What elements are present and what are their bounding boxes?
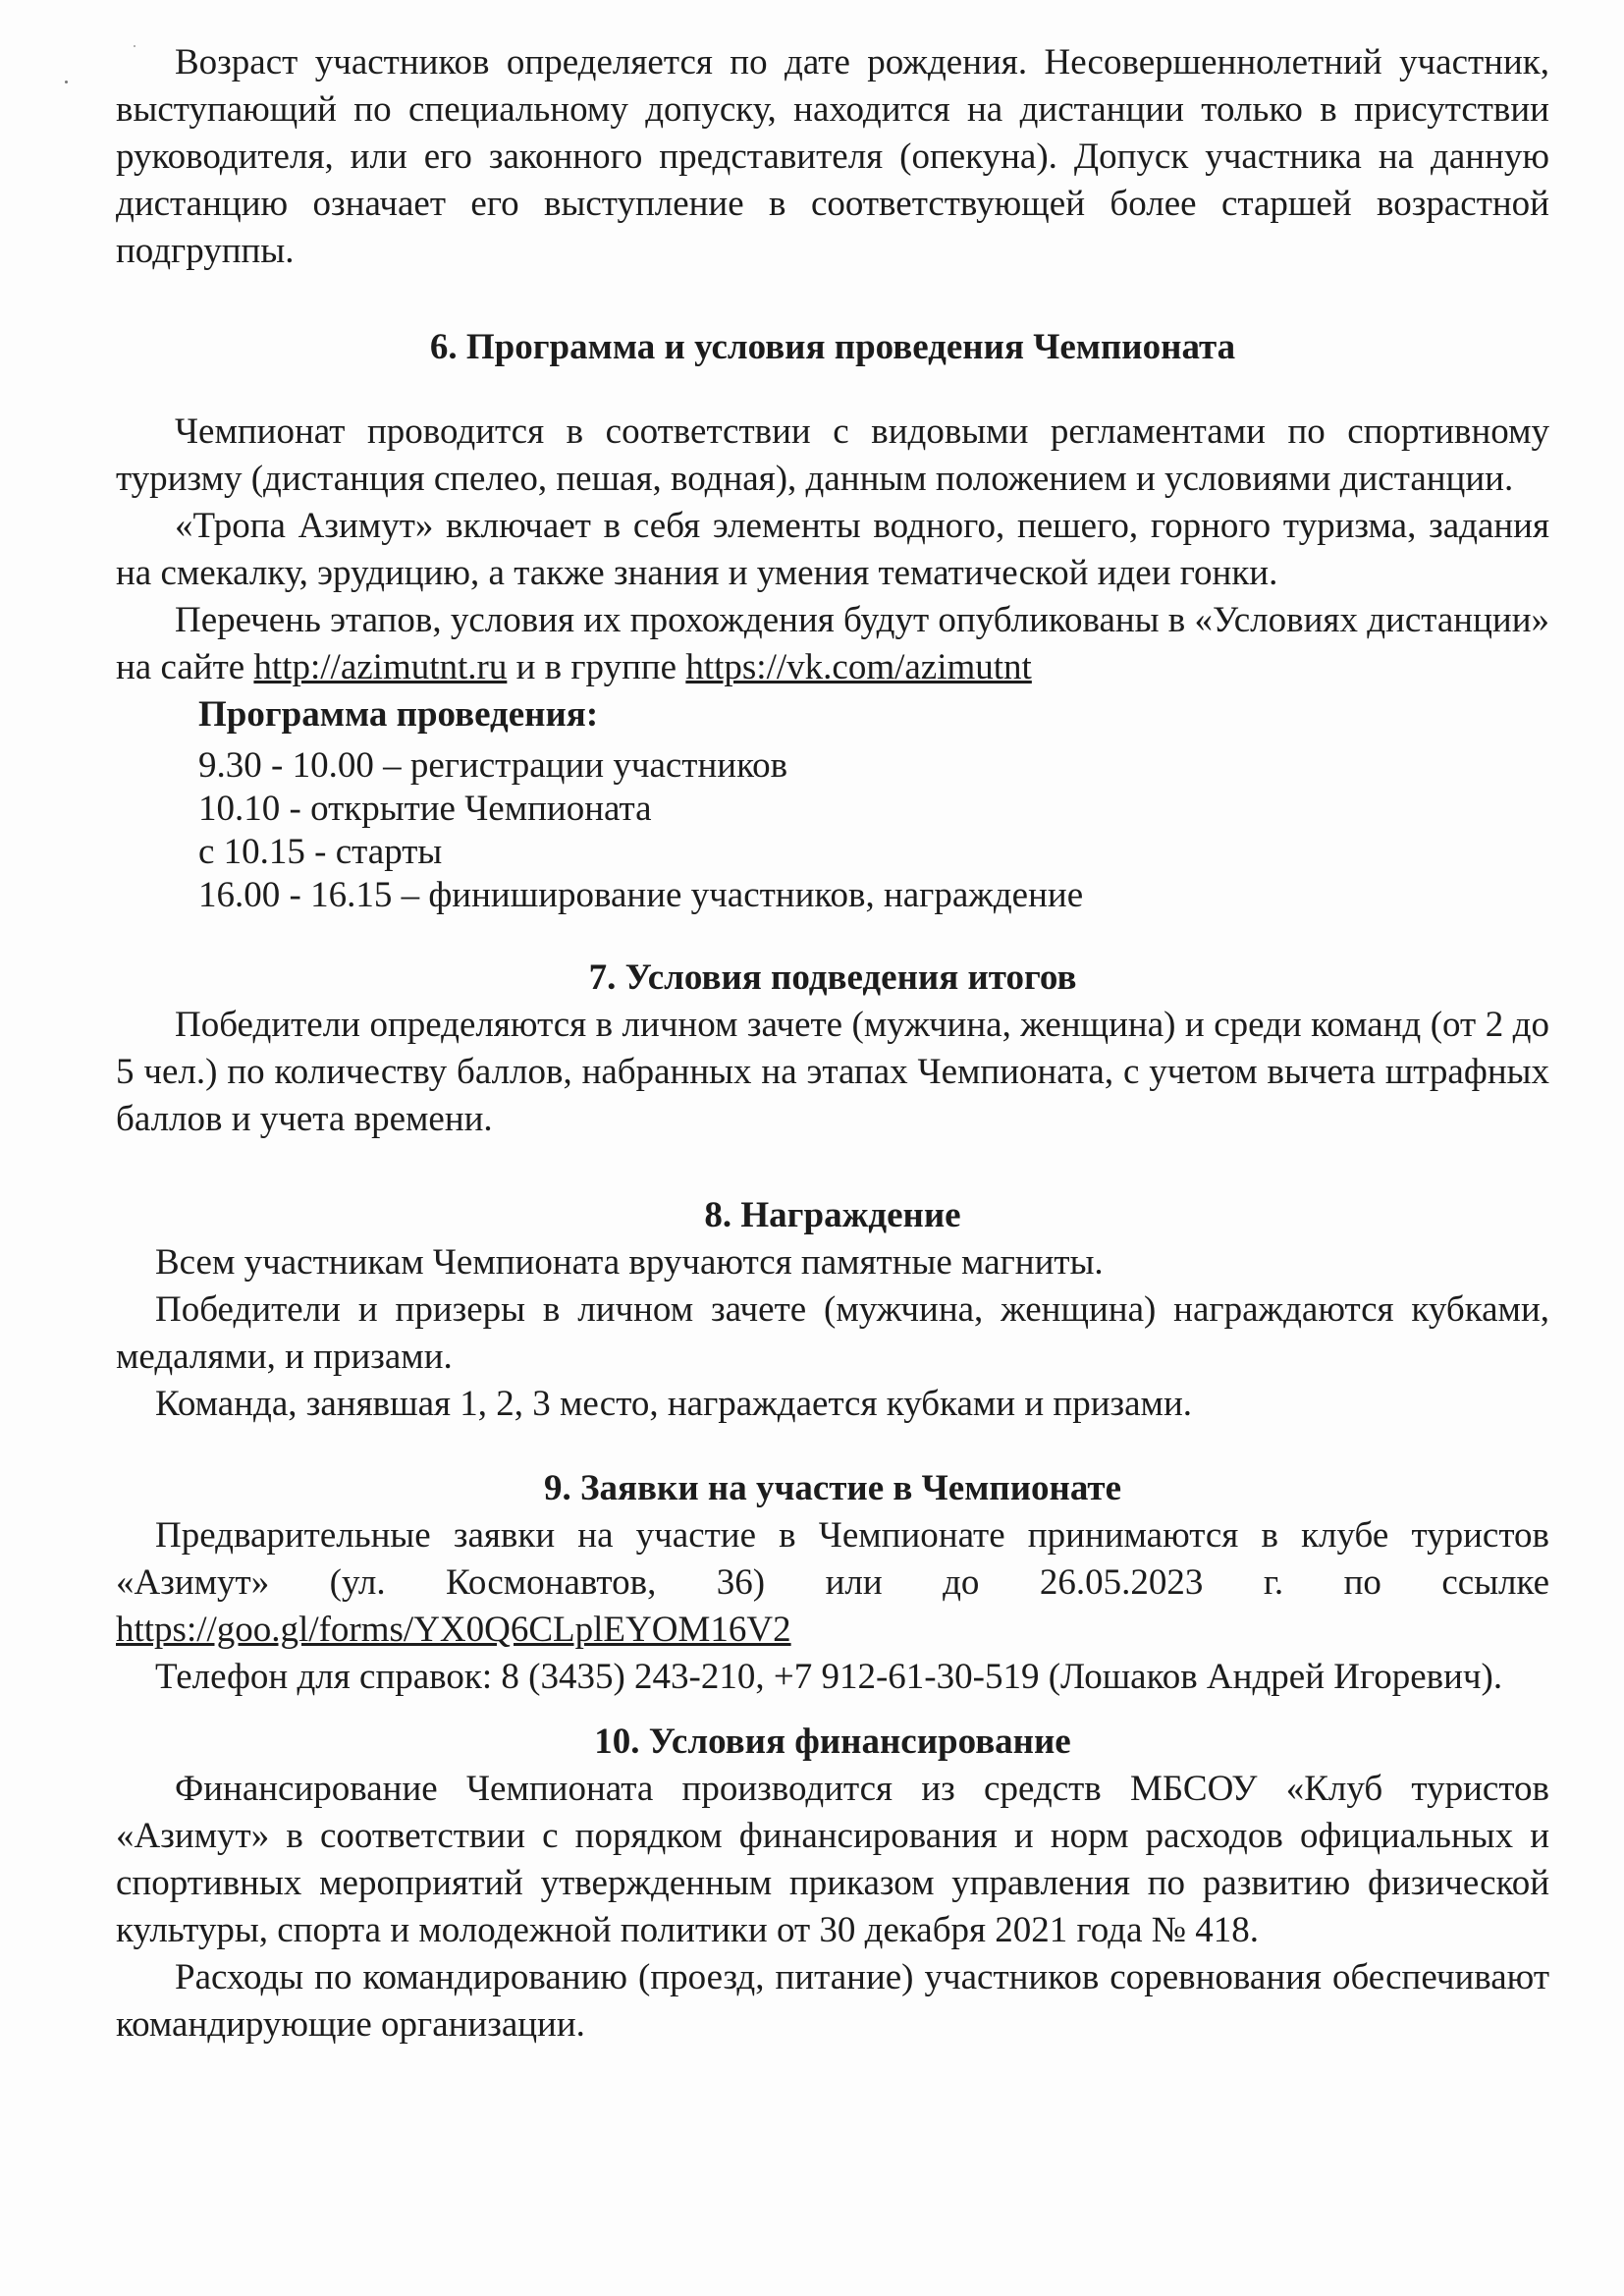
section-6-paragraph-1: Чемпионат проводится в соответствии с видовыми регламентами по спортивному туризму (дистанция спелео, пешая, водная), данным положением и условиями дистанции. — [116, 411, 1549, 499]
section-6-paragraph-3 — [116, 597, 1549, 691]
section-9-paragraph-1 — [116, 1512, 1549, 1654]
section-9-heading: 9. Заявки на участие в Чемпионате — [543, 1468, 1122, 1508]
intro-paragraph: Возраст участников определяется по дате рождения. Несовершеннолетний участник, выступающий по специальному допуску, находится на дистанции только в присутствии руководителя, или его законного представителя (опекуна). Допуск участника на данную дистанцию означает его выступление в соответствующей более старшей возрастной подгруппы. — [116, 42, 1549, 271]
program-item: 9.30 - 10.00 – регистрации участников — [198, 745, 788, 786]
section-7-paragraph-1: Победители определяются в личном зачете (мужчина, женщина) и среди команд (от 2 до 5 чел.) по количеству баллов, набранных на этапах Чемпионата, с учетом вычета штрафных баллов и учета времени. — [116, 1005, 1549, 1139]
program-item: 16.00 - 16.15 – финиширование участников, награждение — [198, 875, 1084, 915]
section-9-paragraph-2: Телефон для справок: 8 (3435) 243-210, +7 912-61-30-519 (Лошаков Андрей Игоревич). — [155, 1657, 1503, 1697]
section-10-paragraph-1: Финансирование Чемпионата производится из средств МБСОУ «Клуб туристов «Азимут» в соответствии с порядком финансирования и норм расходов официальных и спортивных мероприятий утвержденным приказом управления по развитию физической культуры, спорта и молодежной политики от 30 декабря 2021 года № 418. — [116, 1769, 1549, 1950]
section-10-paragraph-2: Расходы по командированию (проезд, питание) участников соревнования обеспечивают командирующие организации. — [116, 1957, 1549, 2045]
section-6-paragraph-3-text: Перечень этапов, условия их прохождения будут опубликованы в «Условиях дистанции» на сайте — [116, 600, 1549, 687]
program-title: Программа проведения: — [198, 694, 599, 735]
section-9-paragraph-1-text: Предварительные заявки на участие в Чемпионате принимаются в клубе туристов «Азимут» (ул. Космонавтов, 36) или до 26.05.2023 г. по ссылке — [116, 1515, 1549, 1603]
section-6-heading: 6. Программа и условия проведения Чемпионата — [429, 327, 1236, 367]
section-8-paragraph-3: Команда, занявшая 1, 2, 3 место, награждается кубками и призами. — [155, 1384, 1192, 1424]
section-8-paragraph-1: Всем участникам Чемпионата вручаются памятные магниты. — [155, 1242, 1104, 1283]
section-7-heading: 7. Условия подведения итогов — [588, 957, 1077, 998]
section-8-paragraph-2: Победители и призеры в личном зачете (мужчина, женщина) награждаются кубками, медалями, и призами. — [116, 1289, 1549, 1377]
program-item: с 10.15 - старты — [198, 832, 443, 872]
section-8-heading: 8. Награждение — [704, 1195, 961, 1235]
section-10-heading: 10. Условия финансирование — [594, 1722, 1071, 1762]
section-6-paragraph-3-mid: и в группе — [507, 647, 686, 687]
document-body — [116, 39, 1549, 2049]
application-form-link[interactable]: https://goo.gl/forms/YX0Q6CLplEYOM16V2 — [116, 1610, 791, 1650]
azimutnt-site-link[interactable]: http://azimutnt.ru — [253, 647, 508, 687]
vk-group-link[interactable]: https://vk.com/azimutnt — [685, 647, 1032, 687]
program-item: 10.10 - открытие Чемпионата — [198, 789, 652, 829]
scan-speck — [65, 81, 68, 83]
section-6-paragraph-2: «Тропа Азимут» включает в себя элементы водного, пешего, горного туризма, задания на смекалку, эрудицию, а также знания и умения тематической идеи гонки. — [116, 506, 1549, 593]
program-schedule — [116, 691, 1549, 917]
